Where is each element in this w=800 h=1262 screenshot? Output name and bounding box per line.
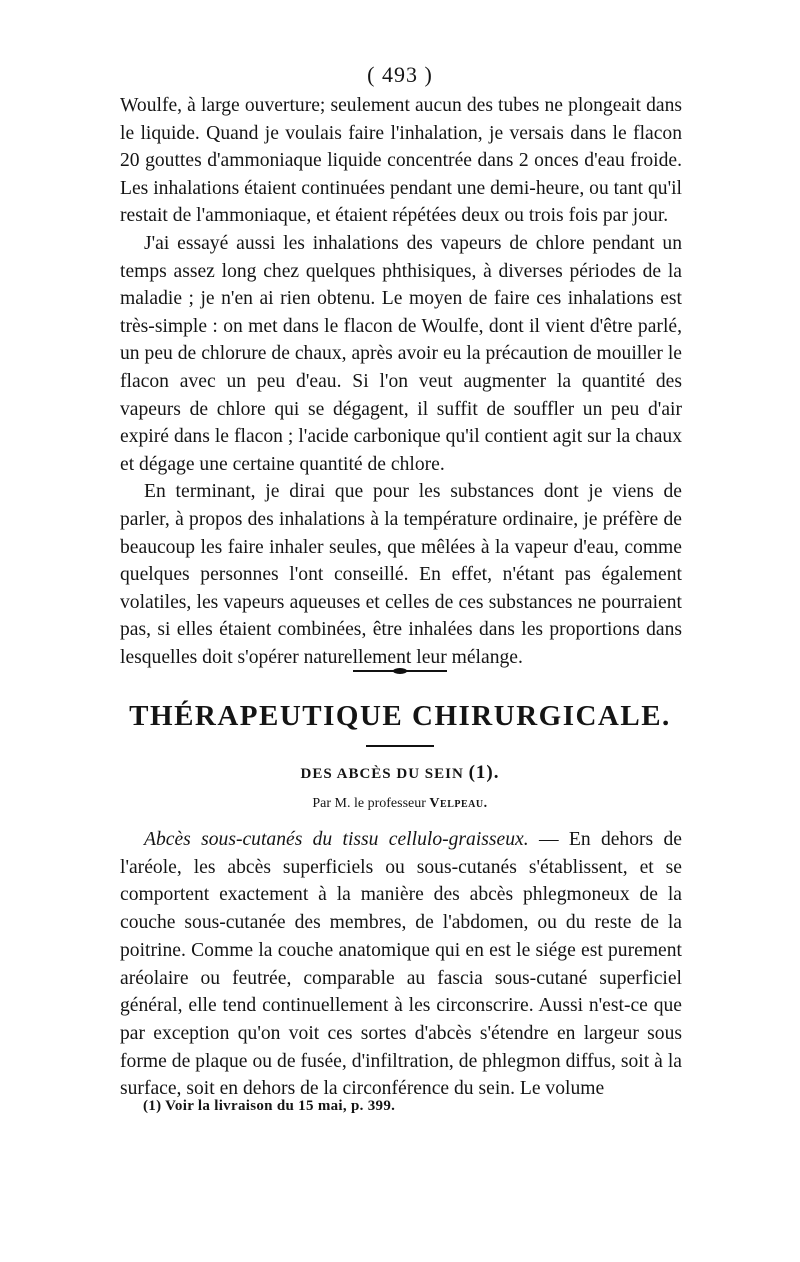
paragraph-chlore: J'ai essayé aussi les inhalations des vapeurs de chlore pendant un temps assez long chez quelques phthisiques, à diverses périodes de la maladie ; je n'en ai rien obtenu. Le moyen de faire ces inhalations est très-simple : on met dans le flacon de Woulfe, dont il vient d'être parlé, un peu de chlorure de chaux, après avoir eu la précaution de mouiller le flacon avec un peu d'eau. Si l'on veut augmenter la quantité des vapeurs de chlore qui se dégagent, il suffit de souffler un peu d'air expiré dans le flacon ; l'acide carbonique qu'il contient agit sur la chaux et dégage une certaine quantité de chlore. <box>120 232 682 475</box>
section-divider <box>366 745 434 747</box>
paragraph-abces-text: — En dehors de l'aréole, les abcès superficiels ou sous-cutanés s'établissent, et se comportent exactement à la manière des abcès phlegmoneux de la couche sous-cutanée des membres, de l'abdomen, ou du reste de la poitrine. Comme la couche anatomique qui en est le siége est purement aréolaire ou feutrée, comparable au fascia sous-cutané superficiel général, elle tend continuellement à les circonscrire. Aussi n'est-ce que par exception qu'on voit ces sortes d'abcès s'étendre en largeur sous forme de plaque ou de fusée, d'infiltration, de phlegmon diffus, soit à la surface, soit en dehors de la circonférence du sein. Le volume <box>120 829 682 1100</box>
byline <box>0 796 800 812</box>
body-text-block-2 <box>120 826 682 1103</box>
page-number: ( 493 ) <box>367 62 433 87</box>
paragraph-conclusion: En terminant, je dirai que pour les substances dont je viens de parler, à propos des inhalations à la température ordinaire, je préfère de beaucoup les faire inhaler seules, que mêlées à la vapeur d'eau, comme quelques personnes l'ont conseillé. En effet, n'étant pas également volatiles, les vapeurs aqueuses et celles de ces substances ne pourraient pas, si elles étaient combinées, être inhalées dans les proportions dans lesquelles doit s'opérer naturellement leur mélange. <box>120 481 682 668</box>
section-title: THÉRAPEUTIQUE CHIRURGICALE. <box>129 700 671 732</box>
body-text-block-1 <box>120 92 682 671</box>
article-title <box>0 762 800 784</box>
paragraph-lead: Abcès sous-cutanés du tissu cellulo-graisseux. <box>144 829 529 850</box>
byline-prefix: Par M. le professeur <box>312 796 426 811</box>
paragraph-woulfe: Woulfe, à large ouverture; seulement aucun des tubes ne plongeait dans le liquide. Quand je voulais faire l'inhalation, je versais dans le flacon 20 gouttes d'ammoniaque liquide concentrée dans 2 onces d'eau froide. Les inhalations étaient continuées pendant une demi-heure, ou tant qu'il restait de l'ammoniaque, et étaient répétées deux ou trois fois par jour. <box>120 95 682 227</box>
byline-author: Velpeau. <box>429 796 488 811</box>
article-title-text: DES ABCÈS DU SEIN <box>300 766 464 782</box>
ornamental-divider <box>353 670 447 672</box>
footnote-ref: (1). <box>468 762 500 783</box>
paragraph-abces <box>120 826 682 1103</box>
footnote: (1) Voir la livraison du 15 mai, p. 399. <box>143 1098 396 1114</box>
